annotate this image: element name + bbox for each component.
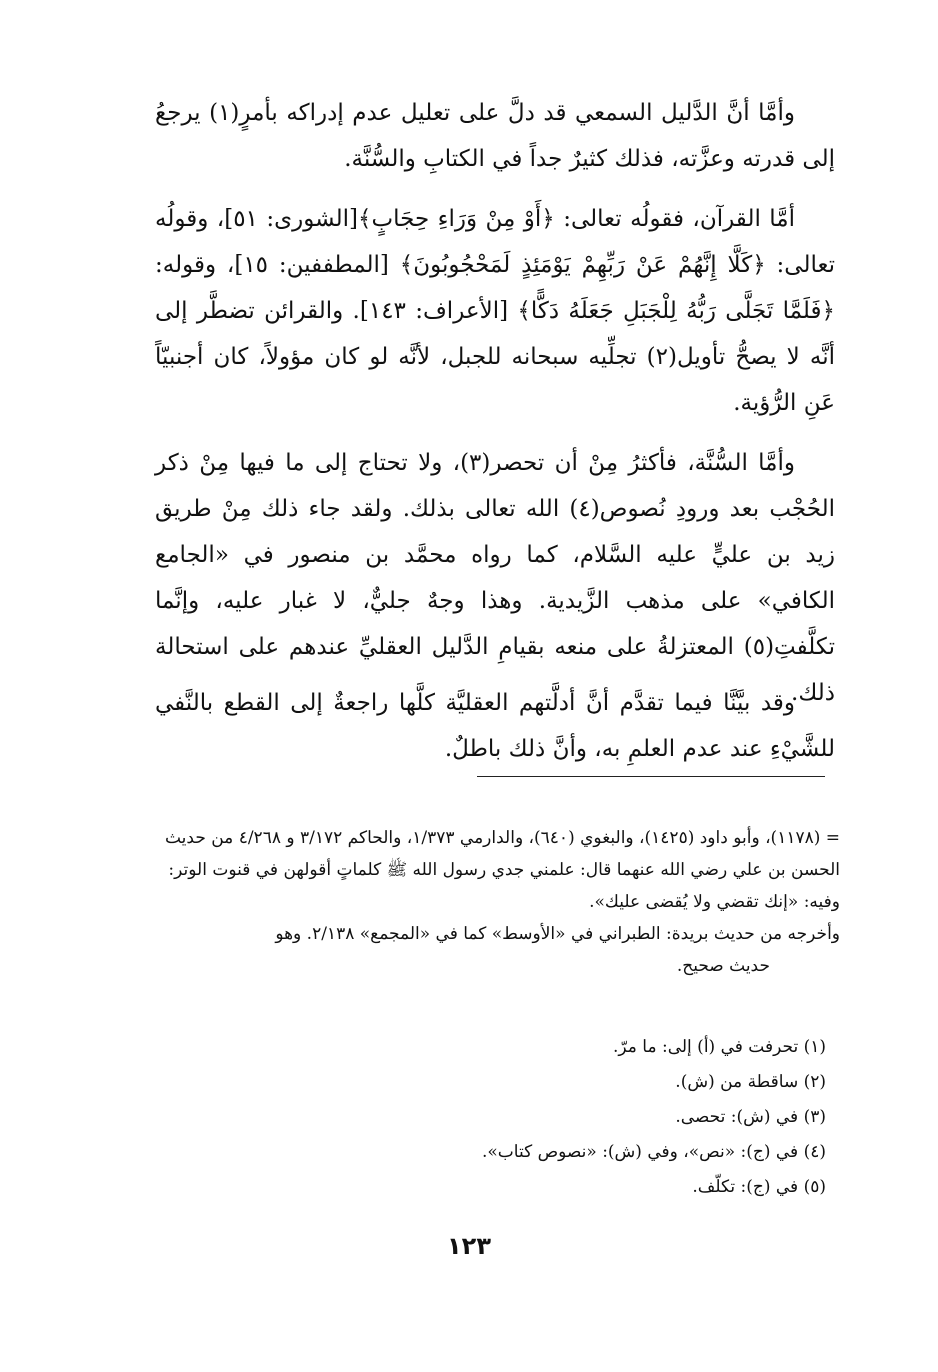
paragraph-conclusion (155, 680, 835, 772)
footnote-continuation-line: حديث صحيح. (676, 956, 770, 976)
paragraph-text: أمَّا القرآن، فقولُه تعالى: ﴿أَوْ مِنْ وَرَاءِ حِجَابٍ﴾[الشورى: ٥١]، وقولُه تعالى: ﴿كَلَّا إِنَّهُمْ عَنْ رَبِّهِمْ يَوْمَئِذٍ لَمَحْجُوبُونَ﴾ [المطففين: ١٥]، وقوله: ﴿فَلَمَّا تَجَلَّى رَبُّهُ لِلْجَبَلِ جَعَلَهُ دَكًّا﴾ [الأعراف: ١٤٣]. والقرائن تضطَّر إلى أنَّه لا يصحُّ تأويل(٢) تجلِّيه سبحانه للجبل، لأنَّه لو كان مؤولاً، كان أجنبيّاً عَنِ الرُّؤية. (155, 206, 836, 416)
footnote-list (226, 1030, 826, 1205)
page-number: ١٢٣ (447, 1232, 491, 1260)
footnote-item: (٤) في (ج): «نص»، وفي (ش): «نصوص كتاب». (481, 1142, 826, 1162)
footnote-continuation-line: = (١١٧٨)، وأبو داود (١٤٢٥)، والبغوي (٦٤٠)، والدارمي ١/٣٧٣، والحاكم ٣/١٧٢ و ٤/٢٦٨ من حديث الحسن بن علي رضي الله عنهما قال: علمني جدي رسول الله ﷺ كلماتٍ أقولهن في قنوت الوتر: وفيه: «إنك تقضي ولا يُقضى عليك». (164, 828, 840, 912)
footnote-item: (٣) في (ش): تحصى. (675, 1107, 826, 1127)
paragraph-sunnah-evidence (155, 440, 835, 716)
continued-footnote (150, 822, 840, 982)
paragraph-rational-proof (155, 90, 835, 182)
footnote-divider (477, 776, 825, 777)
paragraph-quran-evidence (155, 196, 835, 426)
footnote-continuation-line: وأخرجه من حديث بريدة: الطبراني في «الأوسط» كما في «المجمع» ٢/١٣٨. وهو (275, 924, 840, 944)
paragraph-text: وأمَّا السُّنَّة، فأكثرُ مِنْ أن تحصر(٣)، ولا تحتاج إلى ما فيها مِنْ ذكر الحُجْب بعد ورودِ نُصوص(٤) الله تعالى بذلك. ولقد جاء ذلك مِنْ طريق زيد بن عليٍّ عليه السَّلام، كما رواه محمَّد بن منصور في «الجامع الكافي» على مذهب الزَّيدية. وهذا وجهٌ جليٌّ، لا غبار عليه، وإنَّما تكلَّفتِ(٥) المعتزلةُ على منعه بقيامِ الدَّليل العقليِّ عندهم على استحالة ذلك. (155, 450, 835, 706)
footnote-item: (٥) في (ج): تكلّف. (692, 1177, 826, 1197)
paragraph-text: وأمَّا أنَّ الدَّليل السمعي قد دلَّ على تعليل عدم إدراكه بأمرٍ(١) يرجعُ إلى قدرته وعزَّته، فذلك كثيرٌ جداً في الكتابِ والسُّنَّة. (155, 100, 835, 172)
paragraph-text: وقد بيَّنَّا فيما تقدَّم أنَّ أدلَّتهم العقليَّة كلَّها راجعةٌ إلى القطع بالنَّفي للشَّيْءِ عند عدم العلمِ به، وأنَّ ذلك باطلٌ. (155, 690, 835, 762)
footnote-item: (٢) ساقطة من (ش). (675, 1072, 826, 1092)
footnote-item: (١) تحرفت في (أ) إلى: ما مرّ. (613, 1037, 826, 1057)
